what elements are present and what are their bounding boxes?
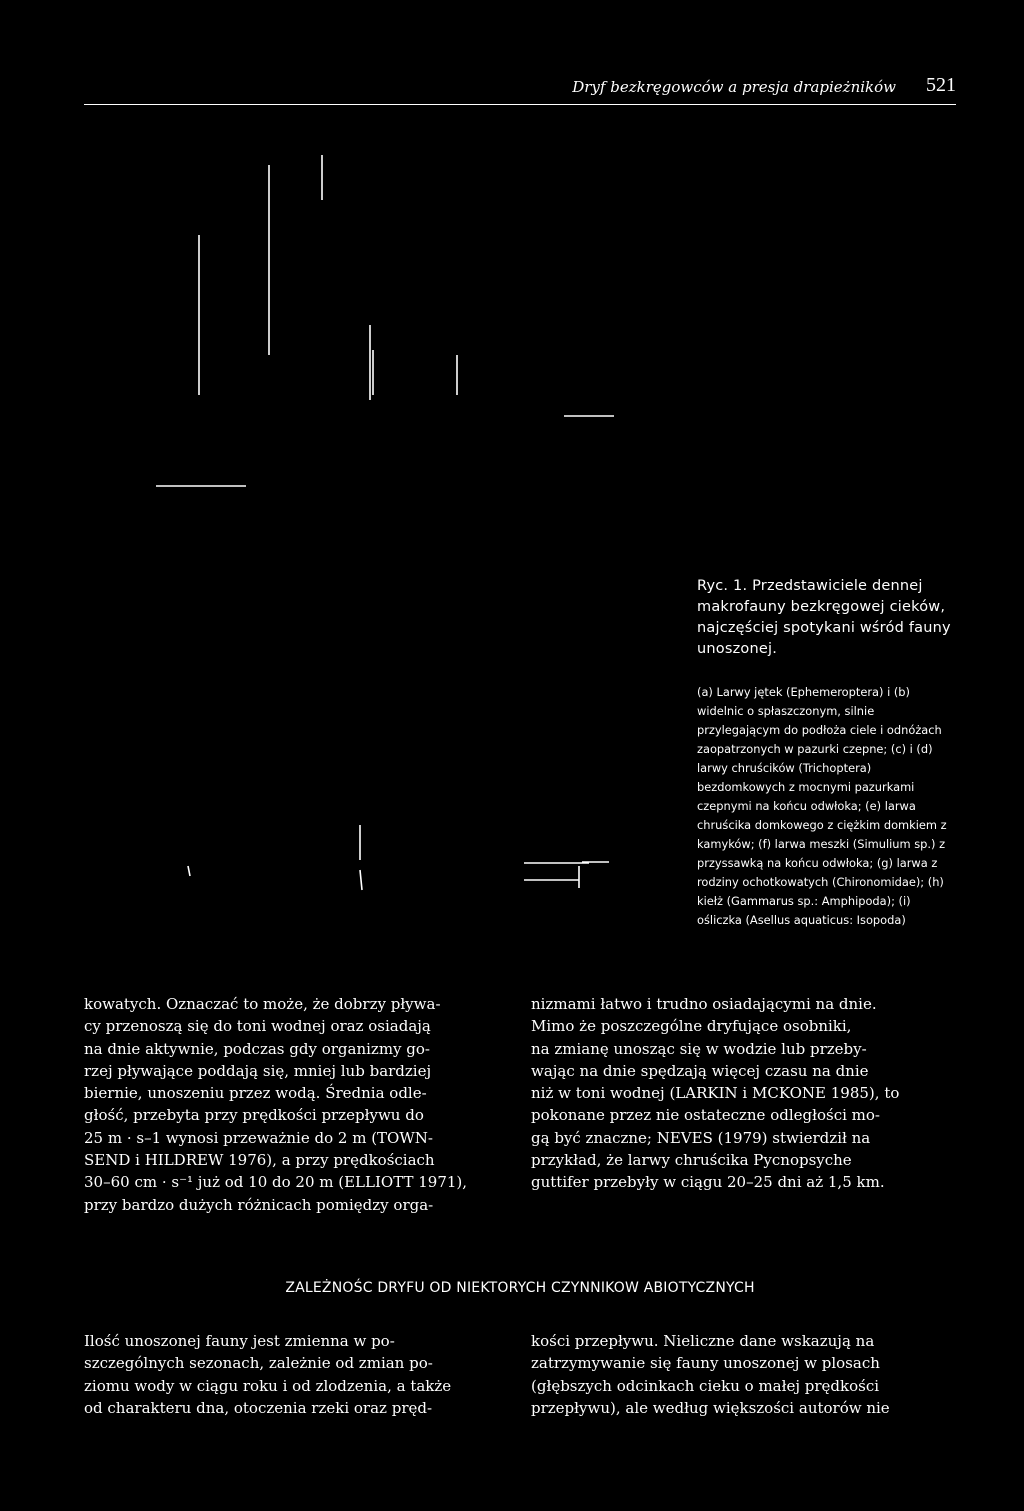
text-column-right-top: [531, 993, 957, 1194]
text-line: nizmami łatwo i trudno osiadającymi na dnie.: [531, 995, 877, 1013]
text-line: kowatych. Oznaczać to może, że dobrzy pływa-: [84, 995, 441, 1013]
text-line: przy bardzo dużych różnicach pomiędzy orga-: [84, 1195, 434, 1214]
figure-illustration: [84, 140, 684, 930]
text-line: ziomu wody w ciągu roku i od zlodzenia, a także: [84, 1376, 452, 1395]
text-line: szczególnych sezonach, zależnie od zmian po-: [84, 1354, 433, 1373]
text-line: od charakteru dna, otoczenia rzeki oraz pręd-: [84, 1398, 433, 1417]
text-line: przepływu), ale według większości autorów nie: [531, 1398, 890, 1417]
text-line: wając na dnie spędzają więcej czasu na dnie: [531, 1061, 869, 1080]
text-line: guttifer przebyły w ciągu 20–25 dni aż 1,5 km.: [531, 1173, 885, 1192]
text-line: głość, przebyta przy prędkości przepływu do: [84, 1106, 424, 1125]
text-column-left-top: [84, 993, 508, 1216]
text-line: rzej pływające poddają się, mniej lub bardziej: [84, 1061, 432, 1080]
page-number: 521: [926, 74, 956, 96]
text-line: 25 m · s–1 wynosi przeważnie do 2 m (TOWN-: [84, 1128, 433, 1147]
text-line: niż w toni wodnej (LARKIN i MCKONE 1985), to: [531, 1084, 900, 1103]
text-line: SEND i HILDREW 1976), a przy prędkościach: [84, 1151, 435, 1170]
fragment-line: [188, 866, 190, 876]
text-line: przykład, że larwy chruścika Pycnopsyche: [531, 1151, 852, 1170]
text-line: na zmianę unosząc się w wodzie lub przeby-: [531, 1039, 867, 1058]
figure-caption-title: Ryc. 1. Przedstawiciele dennej makrofauny bezkręgowej cieków, najczęściej spotykani wśród fauny unoszonej.: [697, 578, 951, 657]
text-line: biernie, unoszeniu przez wodą. Średnia odle-: [84, 1084, 427, 1103]
text-line: Ilość unoszonej fauny jest zmienna w po-: [84, 1332, 395, 1350]
text-line: zatrzymywanie się fauny unoszonej w plosach: [531, 1354, 880, 1373]
figure-caption-body: (a) Larwy jętek (Ephemeroptera) i (b) widelnic o spłaszczonym, silnie przylegającym do podłoża ciele i odnóżach zaopatrzonych w pazurki czepne; (c) i (d) larwy chruścików (Trichoptera) bezdomkowych z mocnymi pazurkami czepnymi na końcu odwłoka; (e) larwa chruścika domkowego z ciężkim domkiem z kamyków; (f) larwa meszki (Simulium sp.) z przyssawką na końcu odwłoka; (g) larwa z rodziny ochotkowatych (Chironomidae); (h) kiełż (Gammarus sp.: Amphipoda); (i) ośliczka (Asellus aquaticus: Isopoda): [697, 685, 947, 927]
text-line: na dnie aktywnie, podczas gdy organizmy go-: [84, 1039, 430, 1058]
text-line: gą być znaczne; NEVES (1979) stwierdził na: [531, 1128, 871, 1147]
text-line: 30–60 cm · s⁻¹ już od 10 do 20 m (ELLIOTT 1971),: [84, 1173, 468, 1192]
running-title: Dryf bezkręgowców a presja drapieżników: [572, 78, 896, 96]
text-line: kości przepływu. Nieliczne dane wskazują na: [531, 1332, 875, 1350]
text-column-right-bottom: [531, 1330, 957, 1419]
page-header: [84, 74, 956, 105]
text-line: Mimo że poszczególne dryfujące osobniki,: [531, 1017, 852, 1036]
text-line: pokonane przez nie ostateczne odległości mo-: [531, 1106, 880, 1125]
text-line: (głębszych odcinkach cieku o małej prędkości: [531, 1376, 880, 1395]
text-column-left-bottom: [84, 1330, 508, 1419]
text-line: cy przenoszą się do toni wodnej oraz osiadają: [84, 1017, 431, 1036]
fragment-line: [360, 870, 362, 890]
figure-line-fragments: [84, 140, 684, 930]
section-heading: ZALEŻNOŚC DRYFU OD NIEKTORYCH CZYNNIKOW ABIOTYCZNYCH: [285, 1280, 755, 1296]
